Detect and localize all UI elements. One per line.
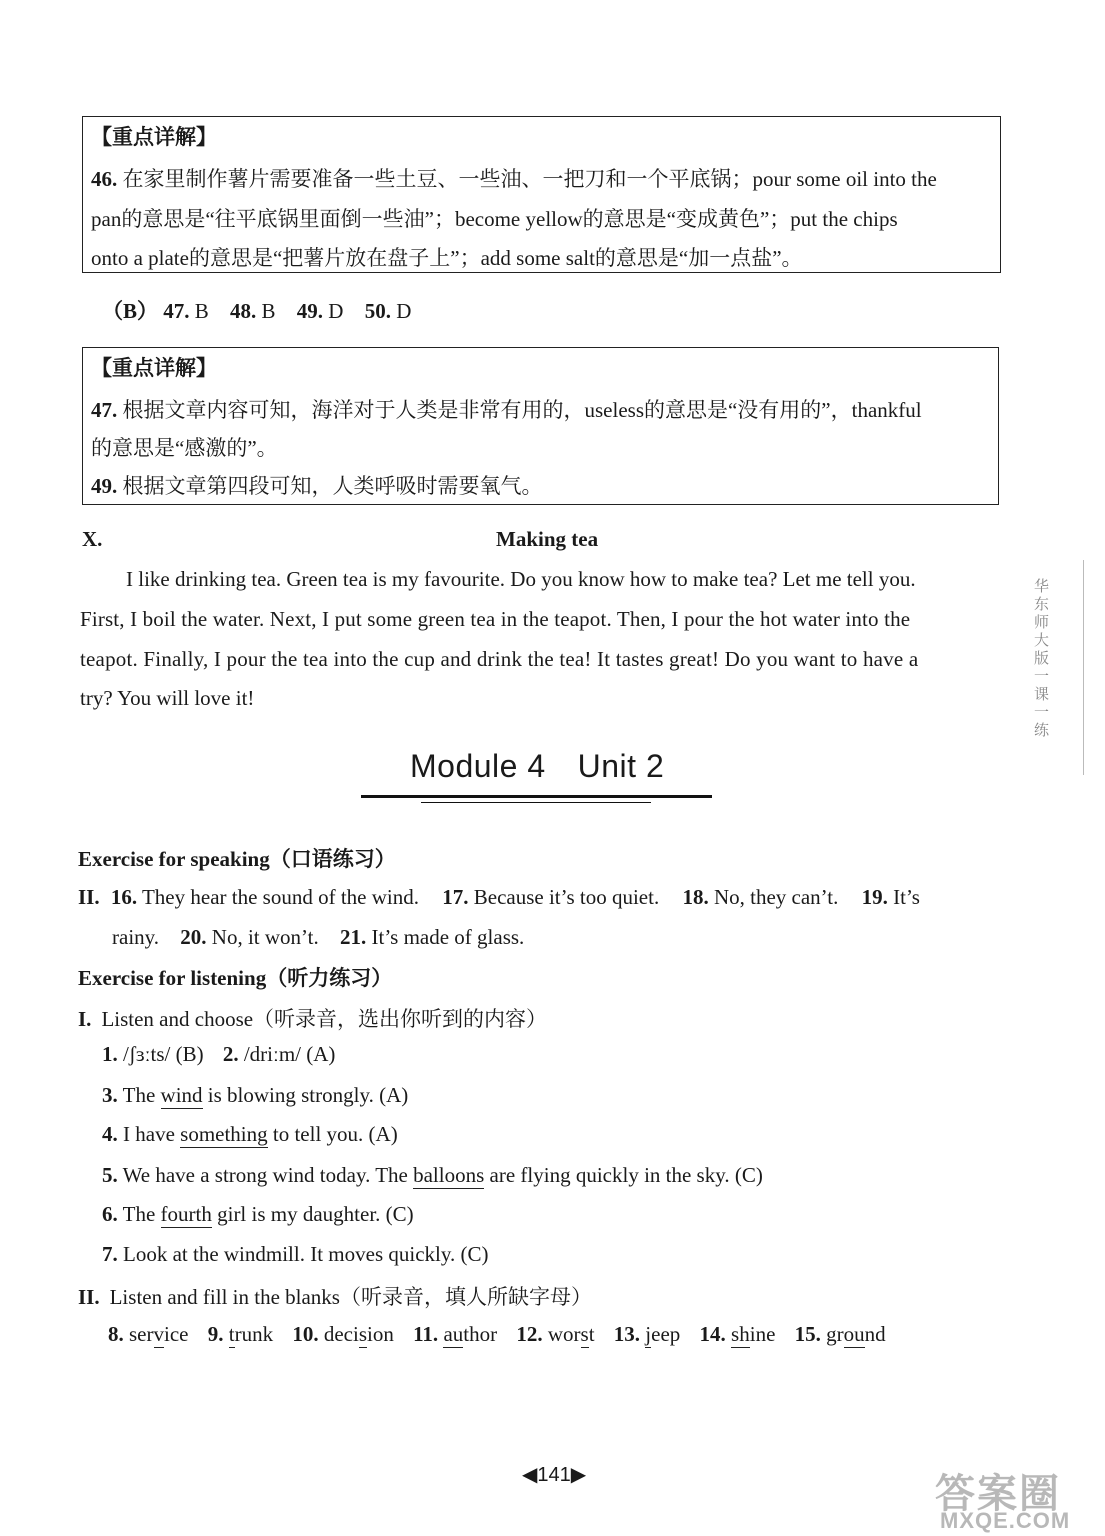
item-number: 46.	[91, 167, 118, 191]
answer-item: 49. D	[296, 299, 344, 323]
key-points-box-2	[82, 347, 999, 505]
speaking-line-1: II. 16. They hear the sound of the wind. 17. Because it’s too quiet. 18. No, they can’t. 19. It’s	[78, 885, 920, 909]
blank-answer: 13. jeep	[613, 1322, 681, 1346]
question-4: 4. I have something to tell you. (A)	[102, 1122, 398, 1146]
line-text: 根据文章内容可知，海洋对于人类是非常有用的，useless的意思是“没有用的”，thankful	[117, 398, 922, 422]
item-number: 47.	[91, 398, 118, 422]
blank-answer: 9. trunk	[207, 1322, 274, 1346]
essay-title: Making tea	[496, 527, 599, 551]
question-1-2: 1. /ʃɜːts/ (B) 2. /driːm/ (A)	[102, 1042, 336, 1066]
page-number: ◀141▶	[522, 1464, 587, 1486]
box-line-2	[91, 432, 278, 462]
essay-line: First, I boil the water. Next, I put some green tea in the teapot. Then, I pour the hot water into the	[80, 607, 911, 631]
listening-heading: Exercise for listening（听力练习）	[78, 966, 393, 990]
section-number: X.	[82, 527, 103, 551]
line-text: 根据文章第四段可知，人类呼吸时需要氧气。	[117, 474, 543, 498]
blank-answer: 12. worst	[516, 1322, 595, 1346]
key-points-box-1	[82, 116, 1001, 273]
answer-item: 48. B	[230, 299, 276, 323]
section-label: （B）	[102, 299, 159, 323]
question-6: 6. The fourth girl is my daughter. (C)	[102, 1202, 414, 1226]
question-3: 3. The wind is blowing strongly. (A)	[102, 1083, 409, 1107]
blank-answer: 11. author	[413, 1322, 498, 1346]
blank-answer: 8. service	[108, 1322, 189, 1346]
question-7: 7. Look at the windmill. It moves quickly. (C)	[102, 1242, 489, 1266]
speaking-line-2: rainy. 20. No, it won’t. 21. It’s made of glass.	[112, 925, 525, 949]
answer-item: 47. B	[163, 299, 209, 323]
box-line-2	[91, 203, 898, 233]
question-5: 5. We have a strong wind today. The balloons are flying quickly in the sky. (C)	[102, 1163, 763, 1187]
box-line-3	[91, 242, 803, 272]
unit-title: Unit 2	[577, 748, 665, 784]
box-line-1	[91, 394, 922, 424]
roman-numeral: II.	[78, 885, 100, 909]
heading-rule-thick	[361, 795, 712, 798]
answers-b	[102, 295, 411, 325]
blank-answer: 14. shine	[699, 1322, 776, 1346]
answer-item: 50. D	[364, 299, 412, 323]
part-1-title: I. Listen and choose（听录音，选出你听到的内容）	[78, 1007, 548, 1031]
fill-blanks-answers	[108, 1322, 886, 1347]
module-title: Module 4	[410, 748, 546, 784]
line-text: pan的意思是“往平底锅里面倒一些油”；become yellow的意思是“变成黄色”；put the chips	[91, 207, 898, 231]
watermark-url: MXQE.COM	[940, 1508, 1071, 1533]
essay-line: I like drinking tea. Green tea is my favourite. Do you know how to make tea? Let me tell you.	[126, 567, 916, 591]
box-heading: 【重点详解】	[91, 125, 217, 149]
item-number: 49.	[91, 474, 118, 498]
heading-rule-thin	[421, 802, 651, 803]
part-2-title: II. Listen and fill in the blanks（听录音，填人所缺字母）	[78, 1285, 592, 1309]
essay-line: try? You will love it!	[80, 686, 255, 710]
side-rule	[1083, 560, 1084, 775]
line-text: 的意思是“感激的”。	[91, 436, 278, 460]
blank-answer: 15. ground	[794, 1322, 886, 1346]
speaking-heading: Exercise for speaking（口语练习）	[78, 847, 396, 871]
essay-line: teapot. Finally, I pour the tea into the cup and drink the tea! It tastes great! Do you want to have a	[80, 647, 919, 671]
blank-answer: 10. decision	[292, 1322, 394, 1346]
side-book-title: 华东师大版一课一练	[1032, 578, 1048, 740]
line-text: 在家里制作薯片需要准备一些土豆、一些油、一把刀和一个平底锅；pour some oil into the	[117, 167, 937, 191]
module-heading	[410, 748, 664, 785]
box-line-3	[91, 470, 543, 500]
box-heading: 【重点详解】	[91, 356, 217, 380]
watermark-logo: 答案圈	[935, 1472, 1061, 1516]
box-line-1	[91, 163, 937, 193]
line-text: onto a plate的意思是“把薯片放在盘子上”；add some salt的意思是“加一点盐”。	[91, 246, 803, 270]
